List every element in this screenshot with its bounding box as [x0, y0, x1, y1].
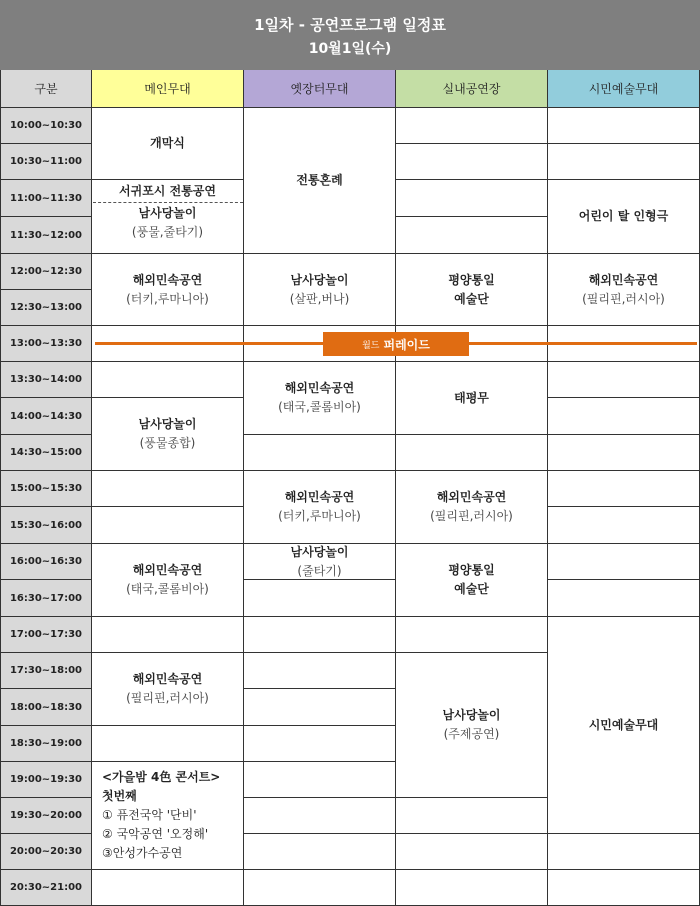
event-title: 서귀포시 전통공연 — [119, 184, 216, 198]
event-citizen-puppet — [548, 180, 700, 254]
time-slot: 10:00~10:30 — [0, 108, 92, 144]
event-subtitle: (터키,루마니아) — [126, 291, 209, 306]
event-main-overseas-1 — [92, 254, 244, 326]
empty-cell — [548, 398, 700, 435]
time-slot: 13:00~13:30 — [0, 326, 92, 362]
empty-cell — [92, 870, 244, 906]
time-slot: 18:00~18:30 — [0, 689, 92, 726]
time-slot: 10:30~11:00 — [0, 144, 92, 180]
empty-cell — [548, 580, 700, 617]
time-slot: 20:30~21:00 — [0, 870, 92, 906]
event-subtitle: (태국,콜롬비아) — [126, 582, 209, 596]
time-slot: 15:30~16:00 — [0, 507, 92, 544]
empty-cell — [396, 180, 548, 217]
time-slot: 14:00~14:30 — [0, 398, 92, 435]
event-subtitle: (살판,버나) — [289, 291, 350, 306]
empty-cell — [396, 217, 548, 254]
time-slot: 15:00~15:30 — [0, 471, 92, 507]
event-title: 평양통일 — [448, 563, 495, 577]
time-slot: 14:30~15:00 — [0, 435, 92, 471]
empty-cell — [92, 471, 244, 507]
time-slot: 13:30~14:00 — [0, 362, 92, 398]
empty-cell — [244, 580, 396, 617]
event-title: 남사당놀이 — [442, 708, 501, 722]
event-title: 어린이 탈 인형극 — [578, 209, 669, 223]
time-slot: 19:30~20:00 — [0, 798, 92, 834]
event-title: 해외민속공연 — [588, 272, 659, 287]
parade-small-label: 월드 — [362, 340, 380, 351]
event-indoor-pyongyang-2 — [396, 544, 548, 617]
time-slot: 19:00~19:30 — [0, 762, 92, 798]
time-slot: 12:30~13:00 — [0, 290, 92, 326]
concert-title: <가을밤 4色 콘서트> — [102, 770, 221, 784]
event-indoor-namsadang — [396, 653, 548, 798]
event-title: 해외민속공연 — [436, 490, 507, 504]
event-indoor-pyongyang-1 — [396, 254, 548, 326]
time-slot: 17:00~17:30 — [0, 617, 92, 653]
event-citizen-stage — [548, 617, 700, 834]
event-main-overseas-3 — [92, 653, 244, 726]
empty-cell — [244, 689, 396, 726]
event-title: 해외민속공연 — [132, 672, 203, 686]
event-subtitle: (필리핀,러시아) — [126, 691, 209, 705]
empty-cell — [548, 507, 700, 544]
event-subtitle: (풍물,줄타기) — [131, 225, 204, 239]
empty-cell — [92, 726, 244, 762]
event-old-namsadang-1 — [244, 254, 396, 326]
empty-cell — [396, 834, 548, 870]
time-slot: 16:00~16:30 — [0, 544, 92, 580]
empty-cell — [548, 870, 700, 906]
empty-cell — [244, 617, 396, 653]
event-title: 예술단 — [454, 582, 489, 596]
parade-main-label: 퍼레이드 — [383, 337, 430, 352]
event-title: 남사당놀이 — [138, 417, 197, 431]
event-title: 평양통일 — [448, 272, 495, 287]
column-header-citizen-stage: 시민예술무대 — [548, 70, 700, 108]
empty-cell — [548, 362, 700, 398]
empty-cell — [396, 108, 548, 144]
time-slot: 20:00~20:30 — [0, 834, 92, 870]
empty-cell — [244, 798, 396, 834]
empty-cell — [396, 144, 548, 180]
schedule-header — [0, 0, 700, 70]
event-main-opening — [92, 108, 244, 180]
empty-cell — [396, 870, 548, 906]
event-title: 해외민속공연 — [284, 490, 355, 504]
empty-cell — [548, 544, 700, 580]
column-header-indoor-hall: 실내공연장 — [396, 70, 548, 108]
schedule-title: 1일차 - 공연프로그램 일정표 — [254, 16, 446, 34]
event-title: 해외민속공연 — [132, 563, 203, 577]
empty-cell — [92, 362, 244, 398]
time-slot: 12:00~12:30 — [0, 254, 92, 290]
empty-cell — [244, 435, 396, 471]
event-old-namsadang-2 — [244, 544, 396, 580]
event-title: 예술단 — [454, 291, 489, 306]
time-slot: 17:30~18:00 — [0, 653, 92, 689]
event-title: 개막식 — [150, 136, 185, 150]
empty-cell — [548, 471, 700, 507]
concert-line: ② 국악공연 '오정해' — [102, 827, 209, 841]
event-subtitle: (줄타기) — [297, 563, 342, 578]
empty-cell — [244, 870, 396, 906]
event-indoor-taepyeong — [396, 362, 548, 435]
dashed-divider — [93, 202, 243, 203]
event-main-concert — [92, 762, 244, 870]
event-title: 태평무 — [454, 390, 489, 405]
empty-cell — [396, 435, 548, 471]
event-old-overseas-2 — [244, 471, 396, 544]
event-indoor-overseas — [396, 471, 548, 544]
event-title: 해외민속공연 — [284, 381, 355, 395]
empty-cell — [548, 144, 700, 180]
event-old-wedding — [244, 108, 396, 254]
empty-cell — [244, 726, 396, 762]
time-slot: 11:30~12:00 — [0, 217, 92, 254]
event-subtitle: (풍물종합) — [139, 436, 196, 450]
empty-cell — [244, 653, 396, 689]
event-main-overseas-2 — [92, 544, 244, 617]
event-title: 해외민속공연 — [132, 272, 203, 287]
empty-cell — [396, 798, 548, 834]
empty-cell — [548, 108, 700, 144]
empty-cell — [548, 834, 700, 870]
column-header-main-stage: 메인무대 — [92, 70, 244, 108]
event-title: 남사당놀이 — [290, 544, 349, 559]
column-header-old-market-stage: 옛장터무대 — [244, 70, 396, 108]
concert-line: 첫번째 — [102, 789, 137, 803]
concert-line: ① 퓨전국악 '단비' — [102, 808, 197, 822]
event-title: 전통혼례 — [296, 173, 343, 187]
time-slot: 16:30~17:00 — [0, 580, 92, 617]
concert-line: ③안성가수공연 — [102, 846, 183, 860]
time-slot: 11:00~11:30 — [0, 180, 92, 217]
event-subtitle: (필리핀,러시아) — [582, 291, 665, 306]
event-title: 남사당놀이 — [290, 272, 349, 287]
empty-cell — [396, 617, 548, 653]
time-slot: 18:30~19:00 — [0, 726, 92, 762]
empty-cell — [548, 435, 700, 471]
event-citizen-overseas — [548, 254, 700, 326]
event-subtitle: (태국,콜롬비아) — [278, 400, 361, 414]
schedule-table — [0, 70, 700, 906]
column-header-category: 구분 — [0, 70, 92, 108]
schedule-date: 10월1일(수) — [308, 41, 392, 57]
empty-cell — [92, 617, 244, 653]
empty-cell — [244, 762, 396, 798]
event-subtitle: (필리핀,러시아) — [430, 509, 513, 523]
event-main-namsadang-1 — [92, 180, 244, 254]
event-main-namsadang-2 — [92, 398, 244, 471]
empty-cell — [92, 507, 244, 544]
empty-cell — [244, 834, 396, 870]
event-subtitle: (터키,루마니아) — [278, 509, 361, 523]
event-title: 남사당놀이 — [138, 206, 197, 220]
event-title: 시민예술무대 — [588, 717, 659, 732]
event-subtitle: (주제공연) — [443, 727, 500, 741]
event-old-overseas-1 — [244, 362, 396, 435]
parade-label — [323, 332, 469, 356]
